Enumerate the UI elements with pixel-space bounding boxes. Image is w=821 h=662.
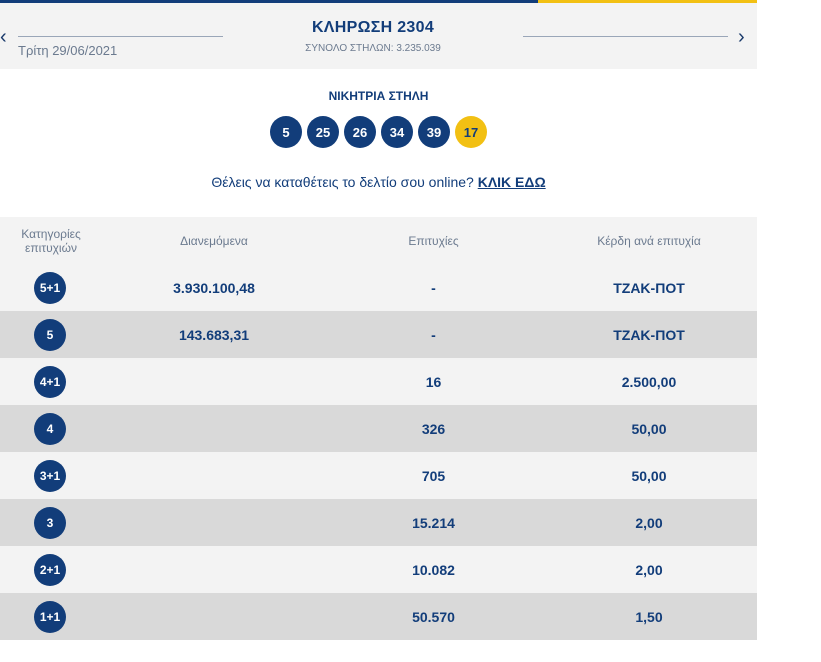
winners-count: 326 (421, 420, 446, 437)
winners-count: 10.082 (412, 561, 455, 578)
category-badge: 3+1 (34, 460, 66, 492)
online-prompt-text: Θέλεις να καταθέτεις το δελτίο σου online? (211, 174, 474, 190)
prize-table (0, 217, 757, 640)
table-row (0, 311, 757, 358)
prize-amount: 2,00 (635, 561, 663, 578)
winners-count: 705 (421, 467, 446, 484)
winning-number-ball: 26 (344, 116, 376, 148)
winning-numbers (0, 116, 757, 148)
distributed-amount: 143.683,31 (178, 326, 250, 343)
header-distributed: Διανεμόμενα (180, 233, 248, 248)
table-row (0, 452, 757, 499)
table-row (0, 593, 757, 640)
prize-amount: ΤΖΑΚ-ΠΟΤ (613, 326, 685, 343)
header-winners: Επιτυχίες (408, 233, 459, 248)
header-divider-left (18, 36, 223, 37)
winning-number-ball: 39 (418, 116, 450, 148)
table-row (0, 405, 757, 452)
header-prize-per-winner: Κέρδη ανά επιτυχία (597, 233, 701, 248)
winning-number-ball: 25 (307, 116, 339, 148)
category-badge: 5+1 (34, 272, 66, 304)
winning-column-title: ΝΙΚΗΤΡΙΑ ΣΤΗΛΗ (328, 89, 429, 103)
table-row (0, 546, 757, 593)
header-divider-right (523, 36, 728, 37)
table-row (0, 358, 757, 405)
winners-count: - (431, 279, 436, 296)
category-badge: 3 (34, 507, 66, 539)
distributed-amount: 3.930.100,48 (173, 279, 255, 296)
previous-draw-arrow-icon[interactable]: ‹ (0, 26, 7, 48)
prize-amount: 50,00 (631, 420, 667, 437)
table-row (0, 499, 757, 546)
next-draw-arrow-icon[interactable]: › (738, 26, 745, 48)
category-badge: 5 (34, 319, 66, 351)
click-here-link[interactable]: ΚΛΙΚ ΕΔΩ (477, 174, 546, 190)
winners-count: 15.214 (412, 514, 455, 531)
total-columns: ΣΥΝΟΛΟ ΣΤΗΛΩΝ: 3.235.039 (305, 43, 441, 54)
winners-count: 50.570 (412, 608, 455, 625)
prize-amount: ΤΖΑΚ-ΠΟΤ (613, 279, 685, 296)
winners-count: 16 (425, 373, 442, 390)
joker-number-ball: 17 (455, 116, 487, 148)
category-badge: 4+1 (34, 366, 66, 398)
category-badge: 2+1 (34, 554, 66, 586)
prize-amount: 2.500,00 (621, 373, 677, 390)
online-prompt (0, 174, 757, 190)
header-categories: Κατηγορίες επιτυχιών (21, 226, 81, 255)
draw-title: ΚΛΗΡΩΣΗ 2304 (311, 19, 435, 36)
category-badge: 1+1 (34, 601, 66, 633)
table-row (0, 264, 757, 311)
winners-count: - (431, 326, 436, 343)
winning-number-ball: 34 (381, 116, 413, 148)
prize-amount: 1,50 (635, 608, 663, 625)
prize-table-header (0, 217, 757, 264)
winning-number-ball: 5 (270, 116, 302, 148)
draw-date: Τρίτη 29/06/2021 (18, 43, 118, 58)
category-badge: 4 (34, 413, 66, 445)
prize-amount: 50,00 (631, 467, 667, 484)
draw-header (0, 3, 757, 69)
prize-amount: 2,00 (635, 514, 663, 531)
